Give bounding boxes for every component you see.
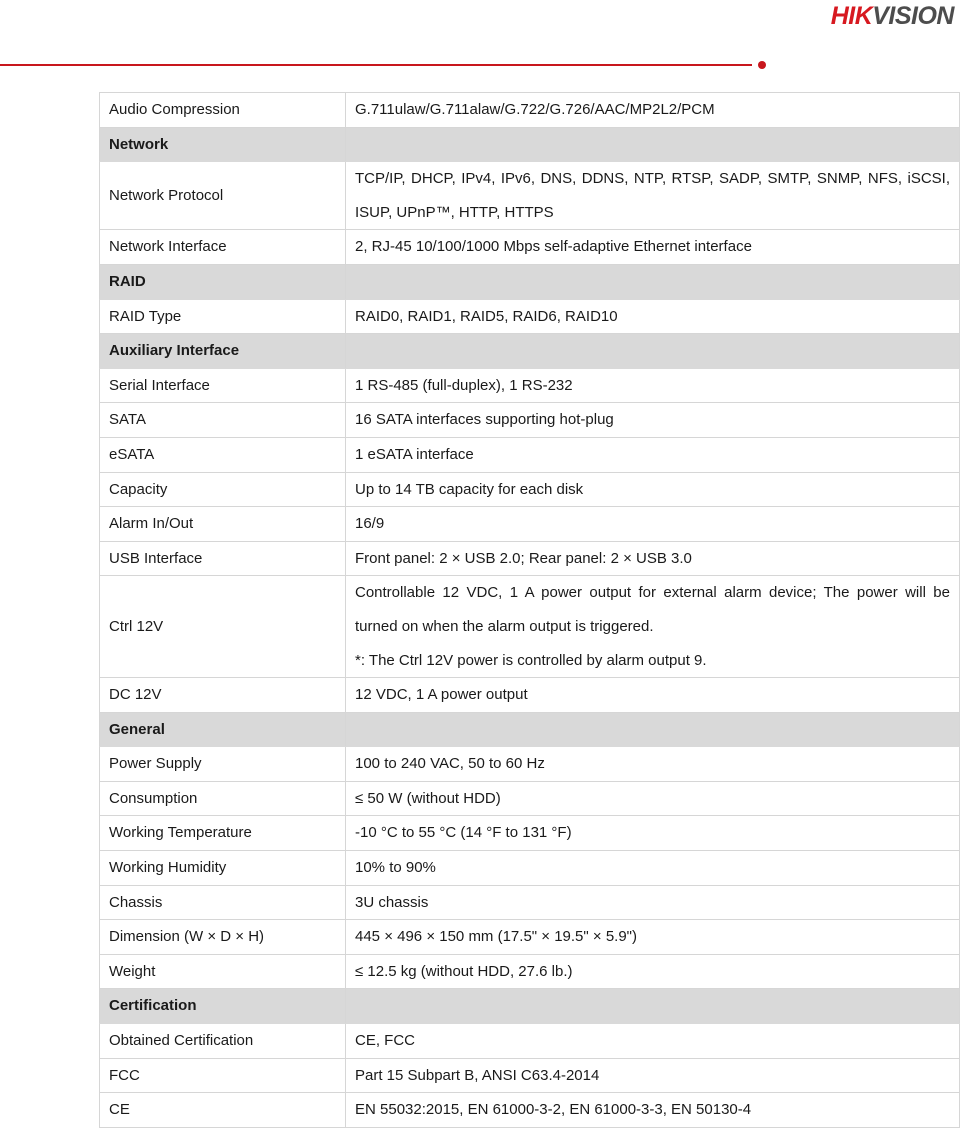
spec-row — [100, 816, 960, 851]
spec-value — [346, 299, 960, 334]
spec-value-line: ≤ 12.5 kg (without HDD, 27.6 lb.) — [355, 962, 573, 980]
spec-label: eSATA — [100, 437, 346, 472]
section-title-filler — [346, 989, 960, 1024]
spec-row — [100, 162, 960, 230]
section-title: Auxiliary Interface — [100, 334, 346, 369]
header-divider-dot — [758, 61, 766, 69]
section-title-filler — [346, 264, 960, 299]
spec-table-body — [100, 93, 960, 1128]
spec-label: Working Humidity — [100, 851, 346, 886]
spec-value — [346, 472, 960, 507]
spec-row — [100, 299, 960, 334]
spec-row — [100, 781, 960, 816]
spec-label: Power Supply — [100, 747, 346, 782]
spec-row — [100, 1093, 960, 1128]
spec-value — [346, 1058, 960, 1093]
spec-row — [100, 1024, 960, 1059]
spec-label: Obtained Certification — [100, 1024, 346, 1059]
spec-row — [100, 230, 960, 265]
spec-value — [346, 403, 960, 438]
spec-label: Alarm In/Out — [100, 507, 346, 542]
spec-row — [100, 576, 960, 678]
spec-label: Network Protocol — [100, 162, 346, 230]
section-title-filler — [346, 712, 960, 747]
spec-value — [346, 885, 960, 920]
spec-value — [346, 576, 960, 678]
header-divider — [0, 64, 752, 66]
spec-value-line: 16/9 — [355, 515, 385, 533]
spec-label: Serial Interface — [100, 368, 346, 403]
spec-row — [100, 93, 960, 128]
spec-value — [346, 507, 960, 542]
section-header-row — [100, 334, 960, 369]
spec-label: Ctrl 12V — [100, 576, 346, 678]
spec-value — [346, 93, 960, 128]
spec-value — [346, 1093, 960, 1128]
spec-label: Working Temperature — [100, 816, 346, 851]
spec-row — [100, 472, 960, 507]
spec-value — [346, 230, 960, 265]
spec-label: Weight — [100, 954, 346, 989]
spec-label: Dimension (W × D × H) — [100, 920, 346, 955]
spec-label: RAID Type — [100, 299, 346, 334]
section-header-row — [100, 712, 960, 747]
spec-value-line: 100 to 240 VAC, 50 to 60 Hz — [355, 755, 545, 773]
logo-text-vision: VISION — [872, 2, 954, 30]
spec-value-line: 3U chassis — [355, 893, 429, 911]
spec-row — [100, 920, 960, 955]
spec-value-line: -10 °C to 55 °C (14 °F to 131 °F) — [355, 824, 572, 842]
spec-label: Chassis — [100, 885, 346, 920]
spec-row — [100, 747, 960, 782]
spec-value-line: 445 × 496 × 150 mm (17.5" × 19.5" × 5.9") — [355, 928, 637, 946]
spec-value — [346, 816, 960, 851]
spec-value-line: 2, RJ-45 10/100/1000 Mbps self-adaptive Ethernet interface — [355, 238, 752, 256]
spec-label: Consumption — [100, 781, 346, 816]
spec-row — [100, 954, 960, 989]
spec-row — [100, 507, 960, 542]
spec-label: DC 12V — [100, 678, 346, 713]
spec-value-line: ≤ 50 W (without HDD) — [355, 789, 501, 807]
spec-value-line: Front panel: 2 × USB 2.0; Rear panel: 2 × USB 3.0 — [355, 549, 692, 567]
spec-value-line: G.711ulaw/G.711alaw/G.722/G.726/AAC/MP2L2/PCM — [355, 101, 715, 118]
spec-value — [346, 747, 960, 782]
spec-value-line: Controllable 12 VDC, 1 A power output for external alarm device; The power will be turned on when the alarm output is triggered. — [355, 584, 950, 635]
spec-row — [100, 851, 960, 886]
spec-value-line: 1 eSATA interface — [355, 445, 474, 463]
spec-label: CE — [100, 1093, 346, 1128]
spec-value-line: CE, FCC — [355, 1032, 415, 1050]
hikvision-logo — [831, 2, 954, 30]
spec-value — [346, 541, 960, 576]
spec-value-line: *: The Ctrl 12V power is controlled by alarm output 9. — [355, 651, 707, 669]
spec-value — [346, 954, 960, 989]
spec-value-line: 1 RS-485 (full-duplex), 1 RS-232 — [355, 376, 573, 394]
spec-value-line: Up to 14 TB capacity for each disk — [355, 480, 584, 498]
spec-value — [346, 678, 960, 713]
section-header-row — [100, 127, 960, 162]
spec-value-line: EN 55032:2015, EN 61000-3-2, EN 61000-3-3, EN 50130-4 — [355, 1101, 752, 1119]
spec-value — [346, 162, 960, 230]
spec-value — [346, 920, 960, 955]
spec-row — [100, 678, 960, 713]
section-header-row — [100, 989, 960, 1024]
section-header-row — [100, 264, 960, 299]
spec-row — [100, 368, 960, 403]
spec-value — [346, 1024, 960, 1059]
spec-value-line: 12 VDC, 1 A power output — [355, 686, 528, 704]
spec-row — [100, 403, 960, 438]
spec-label: Capacity — [100, 472, 346, 507]
spec-label: FCC — [100, 1058, 346, 1093]
spec-label: Audio Compression — [100, 93, 346, 128]
logo-text-hik: HIK — [830, 2, 873, 30]
spec-value-line: 16 SATA interfaces supporting hot-plug — [355, 411, 614, 429]
spec-value — [346, 437, 960, 472]
spec-label: Network Interface — [100, 230, 346, 265]
spec-value — [346, 368, 960, 403]
spec-label: SATA — [100, 403, 346, 438]
section-title: Network — [100, 127, 346, 162]
spec-value-line: TCP/IP, DHCP, IPv4, IPv6, DNS, DDNS, NTP, RTSP, SADP, SMTP, SNMP, NFS, iSCSI, ISUP, UPnP™, HTTP, HTTPS — [355, 170, 950, 221]
spec-value-line: RAID0, RAID1, RAID5, RAID6, RAID10 — [355, 307, 618, 325]
section-title: RAID — [100, 264, 346, 299]
spec-row — [100, 1058, 960, 1093]
spec-value-line: 10% to 90% — [355, 859, 436, 877]
spec-row — [100, 541, 960, 576]
section-title: General — [100, 712, 346, 747]
section-title: Certification — [100, 989, 346, 1024]
spec-row — [100, 437, 960, 472]
section-title-filler — [346, 334, 960, 369]
spec-value — [346, 851, 960, 886]
spec-value — [346, 781, 960, 816]
spec-value-line: Part 15 Subpart B, ANSI C63.4-2014 — [355, 1066, 600, 1084]
spec-label: USB Interface — [100, 541, 346, 576]
spec-row — [100, 885, 960, 920]
spec-table — [99, 92, 960, 1128]
section-title-filler — [346, 127, 960, 162]
